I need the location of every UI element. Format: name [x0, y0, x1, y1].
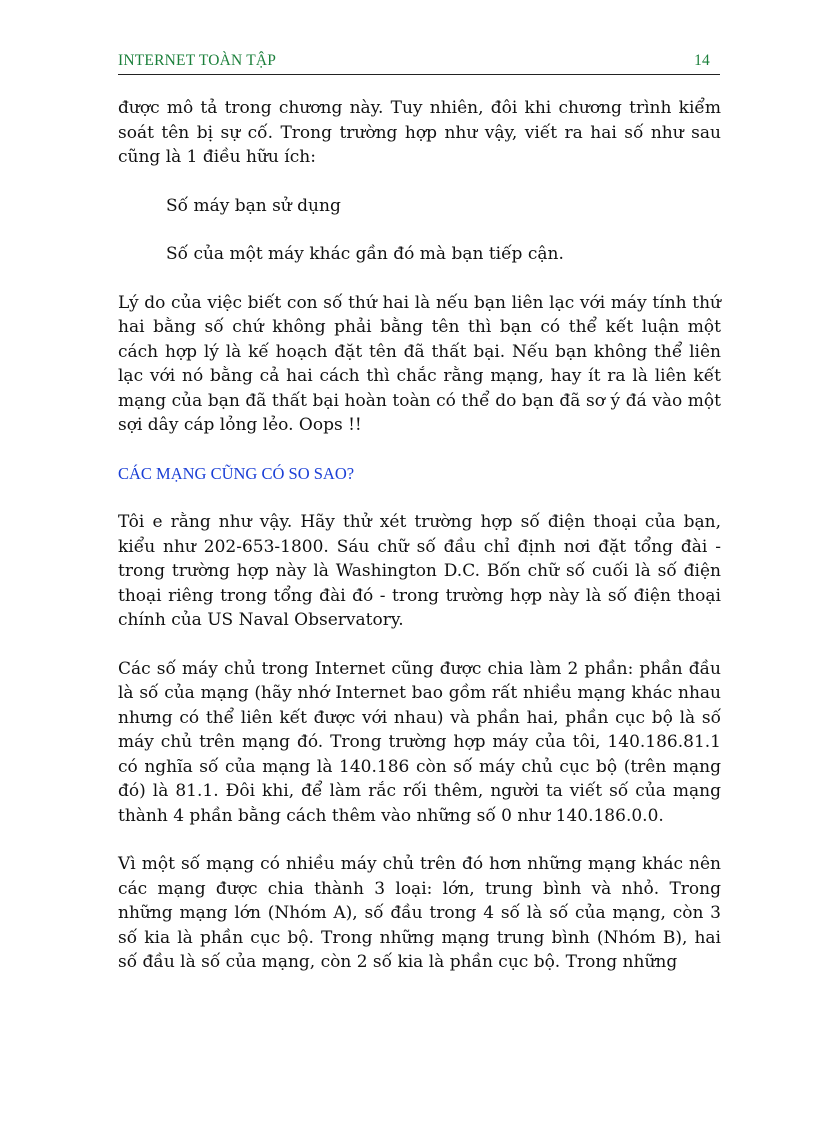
section-heading: CÁC MẠNG CŨNG CÓ SO SAO?: [118, 463, 355, 483]
paragraph-3: Tôi e rằng như vậy. Hãy thử xét trường hợp số điện thoại của bạn, kiểu như 202-653-1800. Sáu chữ số đầu chỉ định nơi đặt tổng đài - trong trường hợp này là Washington D.C. Bốn chữ số cuối là số điện thoại riêng trong tổng đài đó - trong trường hợp này là số điện thoại chính của US Naval Observatory.: [118, 512, 721, 630]
header-title: INTERNET TOÀN TẬP: [118, 52, 277, 69]
paragraph-1: được mô tả trong chương này. Tuy nhiên, đôi khi chương trình kiểm soát tên bị sự cố. Trong trường hợp như vậy, viết ra hai số như sau cũng là 1 điều hữu ích:: [118, 98, 721, 167]
page-number: 14: [694, 52, 710, 69]
page-body: [118, 96, 721, 975]
paragraph-4: Các số máy chủ trong Internet cũng được chia làm 2 phần: phần đầu là số của mạng (hãy nhớ Internet bao gồm rất nhiều mạng khác nhau nhưng có thể liên kết được với nhau) và phần hai, phần cục bộ là số máy chủ trên mạng đó. Trong trường hợp máy của tôi, 140.186.81.1 có nghĩa số của mạng là 140.186 còn số máy chủ cục bộ (trên mạng đó) là 81.1. Đôi khi, để làm rắc rối thêm, người ta viết số của mạng thành 4 phần bằng cách thêm vào những số 0 như 140.186.0.0.: [118, 658, 721, 826]
paragraph-5: Vì một số mạng có nhiều máy chủ trên đó hơn những mạng khác nên các mạng được chia thành 3 loại: lớn, trung bình và nhỏ. Trong những mạng lớn (Nhóm A), số đầu trong 4 số là số của mạng, còn 3 số kia là phần cục bộ. Trong những mạng trung bình (Nhóm B), hai số đầu là số của mạng, còn 2 số kia là phần cục bộ. Trong những: [118, 854, 721, 972]
page-header: [118, 52, 720, 75]
paragraph-2: Lý do của việc biết con số thứ hai là nếu bạn liên lạc với máy tính thứ hai bằng số chứ không phải bằng tên thì bạn có thể kết luận một cách hợp lý là kế hoạch đặt tên đã thất bại. Nếu bạn không thể liên lạc với nó bằng cả hai cách thì chắc rằng mạng, hay ít ra là liên kết mạng của bạn đã thất bại hoàn toàn có thể do bạn đã sơ ý đá vào một sợi dây cáp lỏng lẻo. Oops !!: [118, 292, 721, 435]
list-item-1: Số máy bạn sử dụng: [166, 195, 341, 216]
list-item-2: Số của một máy khác gần đó mà bạn tiếp cận.: [166, 244, 564, 264]
